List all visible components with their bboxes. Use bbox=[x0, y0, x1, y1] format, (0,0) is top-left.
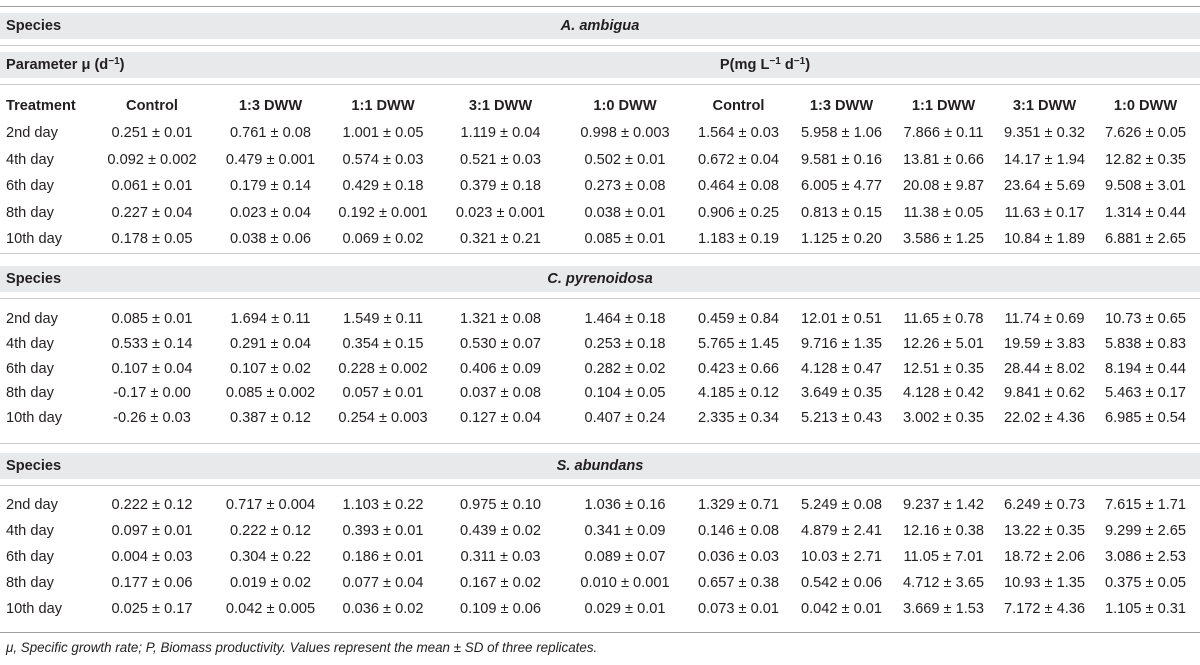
productivity-label: P(mg $L^{-1}$ $d^{-1}$) bbox=[719, 56, 811, 73]
table-cell: 0.574 ± 0.03 bbox=[342, 151, 424, 168]
column-header: 1:1 DWW bbox=[351, 98, 415, 114]
table-row bbox=[0, 570, 1200, 596]
table-cell: 0.167 ± 0.02 bbox=[459, 575, 542, 591]
table-cell: 4.128 ± 0.42 bbox=[902, 385, 985, 402]
table-cell: 0.530 ± 0.07 bbox=[459, 335, 542, 352]
parameter-label: Parameter μ $(d^{-1})$ bbox=[6, 56, 125, 73]
table-bottom-rule bbox=[0, 632, 1200, 633]
table-cell: 22.02 ± 4.36 bbox=[1003, 410, 1086, 427]
table-cell: 0.439 ± 0.02 bbox=[459, 523, 542, 539]
table-cell: 0.813 ± 0.15 bbox=[800, 204, 883, 221]
column-header: 1:3 DWW bbox=[809, 98, 874, 114]
section-rule bbox=[0, 443, 1200, 444]
table-cell: 0.227 ± 0.04 bbox=[111, 204, 193, 221]
table-cell: 0.341 ± 0.09 bbox=[584, 523, 666, 539]
table-cell: 0.379 ± 0.18 bbox=[459, 178, 542, 194]
table-cell: 9.299 ± 2.65 bbox=[1104, 523, 1187, 539]
column-header: Control bbox=[712, 98, 765, 114]
table-cell: 0.004 ± 0.03 bbox=[111, 549, 193, 565]
table-cell: 0.097 ± 0.01 bbox=[111, 523, 193, 539]
row-label: 4th day bbox=[6, 151, 54, 168]
table-cell: 19.59 ± 3.83 bbox=[1003, 335, 1086, 352]
species-label: Species bbox=[6, 18, 62, 34]
table-cell: 11.05 ± 7.01 bbox=[903, 549, 984, 565]
table-cell: 0.038 ± 0.01 bbox=[584, 204, 666, 221]
table-cell: 0.077 ± 0.04 bbox=[342, 575, 424, 591]
species-label: Species bbox=[6, 458, 62, 474]
parameter-header-row bbox=[0, 52, 1200, 78]
row-label: 10th day bbox=[6, 410, 62, 427]
table-cell: 1.183 ± 0.19 bbox=[697, 231, 780, 247]
table-cell: 6.249 ± 0.73 bbox=[1003, 497, 1086, 513]
table-cell: 9.237 ± 1.42 bbox=[902, 497, 985, 513]
table-cell: 0.502 ± 0.01 bbox=[584, 151, 666, 168]
species-header-row bbox=[0, 266, 1200, 292]
table-cell: 0.073 ± 0.01 bbox=[697, 601, 780, 617]
table-cell: 9.716 ± 1.35 bbox=[800, 335, 883, 352]
species-name: A. ambigua bbox=[560, 18, 640, 34]
table-cell: 13.22 ± 0.35 bbox=[1003, 523, 1086, 539]
table-cell: 9.508 ± 3.01 bbox=[1104, 178, 1187, 194]
table-cell: 12.26 ± 5.01 bbox=[902, 335, 985, 352]
table-cell: 0.479 ± 0.001 bbox=[225, 151, 316, 168]
table-cell: 9.351 ± 0.32 bbox=[1003, 125, 1086, 141]
table-cell: 0.057 ± 0.01 bbox=[342, 385, 424, 402]
table-cell: 0.222 ± 0.12 bbox=[111, 497, 193, 513]
table-cell: 0.423 ± 0.66 bbox=[697, 360, 780, 377]
table-cell: 0.429 ± 0.18 bbox=[342, 178, 424, 194]
table-cell: 11.65 ± 0.78 bbox=[903, 311, 984, 327]
table-cell: 0.061 ± 0.01 bbox=[111, 178, 193, 194]
table-cell: 0.036 ± 0.03 bbox=[697, 549, 780, 565]
table-row bbox=[0, 544, 1200, 570]
table-cell: 9.841 ± 0.62 bbox=[1003, 385, 1086, 402]
row-label: 10th day bbox=[6, 601, 62, 617]
table-cell: 1.105 ± 0.31 bbox=[1104, 601, 1187, 617]
table-cell: 3.669 ± 1.53 bbox=[902, 601, 985, 617]
table-cell: 3.086 ± 2.53 bbox=[1104, 549, 1187, 565]
table-cell: 0.521 ± 0.03 bbox=[459, 151, 542, 168]
table-cell: 0.037 ± 0.08 bbox=[459, 385, 542, 402]
table-cell: 11.38 ± 0.05 bbox=[903, 204, 984, 221]
table-row bbox=[0, 200, 1200, 226]
table-top-rule bbox=[0, 6, 1200, 7]
table-cell: 0.975 ± 0.10 bbox=[459, 497, 542, 513]
table-cell: 1.464 ± 0.18 bbox=[584, 311, 666, 327]
table-cell: 8.194 ± 0.44 bbox=[1104, 360, 1187, 377]
table-row bbox=[0, 306, 1200, 332]
table-cell: -0.17 ± 0.00 bbox=[113, 385, 191, 402]
table-cell: 1.321 ± 0.08 bbox=[459, 311, 542, 327]
table-cell: 0.089 ± 0.07 bbox=[584, 549, 666, 565]
table-cell: 0.178 ± 0.05 bbox=[111, 231, 193, 247]
table-cell: -0.26 ± 0.03 bbox=[113, 410, 191, 427]
row-label: 4th day bbox=[6, 523, 54, 539]
table-row bbox=[0, 120, 1200, 146]
table-cell: 0.253 ± 0.18 bbox=[584, 335, 666, 352]
row-label: 6th day bbox=[6, 549, 54, 565]
column-header: 1:1 DWW bbox=[911, 98, 976, 114]
row-label: 8th day bbox=[6, 575, 54, 591]
table-footnote: μ, Specific growth rate; P, Biomass productivity. Values represent the mean ± SD of three replicates. bbox=[6, 640, 598, 655]
header-rule bbox=[0, 84, 1200, 85]
table-cell: 3.002 ± 0.35 bbox=[902, 410, 985, 427]
row-label: 2nd day bbox=[6, 311, 58, 327]
table-cell: 12.51 ± 0.35 bbox=[902, 360, 985, 377]
table-cell: 0.251 ± 0.01 bbox=[111, 125, 193, 141]
species-name: S. abundans bbox=[556, 458, 644, 474]
table-cell: 11.63 ± 0.17 bbox=[1004, 204, 1085, 221]
table-cell: 0.254 ± 0.003 bbox=[338, 410, 428, 427]
table-cell: 7.626 ± 0.05 bbox=[1104, 125, 1187, 141]
table-cell: 5.213 ± 0.43 bbox=[800, 410, 883, 427]
section-rule bbox=[0, 485, 1200, 486]
table-cell: 5.958 ± 1.06 bbox=[800, 125, 883, 141]
table-cell: 1.119 ± 0.04 bbox=[460, 125, 541, 141]
table-row bbox=[0, 405, 1200, 431]
section-rule bbox=[0, 253, 1200, 254]
table-cell: 0.179 ± 0.14 bbox=[229, 178, 312, 194]
table-cell: 0.127 ± 0.04 bbox=[459, 410, 542, 427]
table-cell: 5.838 ± 0.83 bbox=[1104, 335, 1187, 352]
table-cell: 0.036 ± 0.02 bbox=[342, 601, 424, 617]
treatment-header-row bbox=[0, 93, 1200, 119]
table-cell: 0.038 ± 0.06 bbox=[229, 231, 312, 247]
table-cell: 0.672 ± 0.04 bbox=[697, 151, 780, 168]
table-cell: 0.023 ± 0.001 bbox=[455, 204, 546, 221]
table-cell: 18.72 ± 2.06 bbox=[1003, 549, 1086, 565]
table-cell: 10.73 ± 0.65 bbox=[1104, 311, 1187, 327]
table-cell: 20.08 ± 9.87 bbox=[902, 178, 985, 194]
table-cell: 3.649 ± 0.35 bbox=[800, 385, 883, 402]
table-cell: 1.329 ± 0.71 bbox=[697, 497, 780, 513]
table-cell: 0.321 ± 0.21 bbox=[459, 231, 542, 247]
table-cell: 1.549 ± 0.11 bbox=[343, 311, 423, 327]
table-cell: 0.393 ± 0.01 bbox=[342, 523, 424, 539]
table-cell: 13.81 ± 0.66 bbox=[902, 151, 985, 168]
table-cell: 0.407 ± 0.24 bbox=[584, 410, 666, 427]
table-cell: 1.036 ± 0.16 bbox=[584, 497, 666, 513]
table-cell: 0.177 ± 0.06 bbox=[111, 575, 193, 591]
table-cell: 0.282 ± 0.02 bbox=[584, 360, 666, 377]
table-cell: 0.186 ± 0.01 bbox=[342, 549, 424, 565]
table-cell: 5.463 ± 0.17 bbox=[1104, 385, 1187, 402]
column-header: Control bbox=[126, 98, 178, 114]
row-label: 2nd day bbox=[6, 497, 58, 513]
table-cell: 0.085 ± 0.002 bbox=[225, 385, 316, 402]
table-cell: 0.107 ± 0.02 bbox=[229, 360, 312, 377]
table-cell: 23.64 ± 5.69 bbox=[1003, 178, 1086, 194]
table-cell: 10.84 ± 1.89 bbox=[1003, 231, 1086, 247]
table-row bbox=[0, 147, 1200, 173]
table-cell: 7.866 ± 0.11 bbox=[903, 125, 984, 141]
table-cell: 0.657 ± 0.38 bbox=[697, 575, 780, 591]
table-cell: 0.406 ± 0.09 bbox=[459, 360, 542, 377]
table-row bbox=[0, 331, 1200, 357]
table-cell: 0.311 ± 0.03 bbox=[460, 549, 541, 565]
row-label: 6th day bbox=[6, 360, 54, 377]
table-cell: 0.906 ± 0.25 bbox=[697, 204, 780, 221]
table-cell: 0.273 ± 0.08 bbox=[584, 178, 666, 194]
table-cell: 6.005 ± 4.77 bbox=[800, 178, 883, 194]
table-cell: 0.085 ± 0.01 bbox=[584, 231, 666, 247]
table-cell: 0.029 ± 0.01 bbox=[584, 601, 666, 617]
table-cell: 0.761 ± 0.08 bbox=[229, 125, 312, 141]
table-cell: 1.125 ± 0.20 bbox=[800, 231, 883, 247]
column-header: 3:1 DWW bbox=[468, 98, 533, 114]
row-label: 2nd day bbox=[6, 125, 58, 141]
table-row bbox=[0, 356, 1200, 382]
table-row bbox=[0, 518, 1200, 544]
table-cell: 0.228 ± 0.002 bbox=[338, 360, 428, 377]
section-rule bbox=[0, 298, 1200, 299]
table-cell: 10.03 ± 2.71 bbox=[800, 549, 883, 565]
table-cell: 0.025 ± 0.17 bbox=[111, 601, 193, 617]
table-cell: 0.146 ± 0.08 bbox=[697, 523, 780, 539]
table-cell: 0.459 ± 0.84 bbox=[697, 311, 780, 327]
row-label: 6th day bbox=[6, 178, 54, 194]
table-cell: 0.085 ± 0.01 bbox=[111, 311, 193, 327]
table-cell: 10.93 ± 1.35 bbox=[1003, 575, 1086, 591]
row-label: 4th day bbox=[6, 335, 54, 352]
table-cell: 4.879 ± 2.41 bbox=[800, 523, 883, 539]
table-cell: 0.533 ± 0.14 bbox=[111, 335, 193, 352]
table-row bbox=[0, 380, 1200, 406]
table-cell: 0.464 ± 0.08 bbox=[697, 178, 780, 194]
table-cell: 1.103 ± 0.22 bbox=[342, 497, 424, 513]
column-header: 1:0 DWW bbox=[1113, 98, 1178, 114]
table-cell: 0.023 ± 0.04 bbox=[229, 204, 312, 221]
table-cell: 0.192 ± 0.001 bbox=[338, 204, 428, 221]
row-label: 10th day bbox=[6, 231, 62, 247]
table-cell: 6.985 ± 0.54 bbox=[1104, 410, 1187, 427]
table-cell: 1.694 ± 0.11 bbox=[230, 311, 311, 327]
table-cell: 7.615 ± 1.71 bbox=[1104, 497, 1187, 513]
table-cell: 0.717 ± 0.004 bbox=[225, 497, 316, 513]
column-header: 1:3 DWW bbox=[238, 98, 303, 114]
table-cell: 0.042 ± 0.005 bbox=[225, 601, 316, 617]
column-header: Treatment bbox=[6, 98, 76, 114]
table-row bbox=[0, 226, 1200, 252]
row-label: 8th day bbox=[6, 385, 54, 402]
table-cell: 0.104 ± 0.05 bbox=[584, 385, 666, 402]
table-cell: 0.375 ± 0.05 bbox=[1104, 575, 1187, 591]
table-cell: 3.586 ± 1.25 bbox=[902, 231, 985, 247]
column-header: 1:0 DWW bbox=[593, 98, 657, 114]
table-cell: 1.564 ± 0.03 bbox=[697, 125, 780, 141]
table-cell: 2.335 ± 0.34 bbox=[697, 410, 780, 427]
table-cell: 0.222 ± 0.12 bbox=[229, 523, 312, 539]
table-cell: 0.291 ± 0.04 bbox=[229, 335, 312, 352]
table-cell: 1.001 ± 0.05 bbox=[342, 125, 424, 141]
table-cell: 9.581 ± 0.16 bbox=[800, 151, 883, 168]
species-name: C. pyrenoidosa bbox=[547, 271, 653, 287]
table-cell: 4.128 ± 0.47 bbox=[800, 360, 883, 377]
species-header-row bbox=[0, 13, 1200, 39]
header-rule bbox=[0, 45, 1200, 46]
table-cell: 14.17 ± 1.94 bbox=[1003, 151, 1086, 168]
column-header: 3:1 DWW bbox=[1012, 98, 1077, 114]
table-cell: 4.712 ± 3.65 bbox=[902, 575, 985, 591]
table-cell: 28.44 ± 8.02 bbox=[1003, 360, 1086, 377]
table-cell: 4.185 ± 0.12 bbox=[697, 385, 780, 402]
table-cell: 0.998 ± 0.003 bbox=[580, 125, 670, 141]
table-cell: 12.16 ± 0.38 bbox=[902, 523, 985, 539]
species-header-row bbox=[0, 453, 1200, 479]
table-row bbox=[0, 492, 1200, 518]
table-cell: 0.042 ± 0.01 bbox=[800, 601, 883, 617]
table-cell: 7.172 ± 4.36 bbox=[1003, 601, 1086, 617]
table-cell: 1.314 ± 0.44 bbox=[1104, 204, 1187, 221]
table-cell: 5.765 ± 1.45 bbox=[697, 335, 780, 352]
table-row bbox=[0, 173, 1200, 199]
table-row bbox=[0, 596, 1200, 622]
table-cell: 0.069 ± 0.02 bbox=[342, 231, 424, 247]
table-cell: 0.387 ± 0.12 bbox=[229, 410, 312, 427]
table-cell: 6.881 ± 2.65 bbox=[1104, 231, 1187, 247]
table-cell: 0.304 ± 0.22 bbox=[229, 549, 312, 565]
table-cell: 0.542 ± 0.06 bbox=[800, 575, 883, 591]
table-cell: 11.74 ± 0.69 bbox=[1004, 311, 1085, 327]
table-cell: 0.107 ± 0.04 bbox=[111, 360, 193, 377]
table-cell: 5.249 ± 0.08 bbox=[800, 497, 883, 513]
table-cell: 0.092 ± 0.002 bbox=[107, 151, 197, 168]
species-label: Species bbox=[6, 271, 62, 287]
table-cell: 12.82 ± 0.35 bbox=[1104, 151, 1187, 168]
table-cell: 12.01 ± 0.51 bbox=[800, 311, 883, 327]
table-cell: 0.019 ± 0.02 bbox=[229, 575, 312, 591]
table-cell: 0.354 ± 0.15 bbox=[342, 335, 424, 352]
table-cell: 0.010 ± 0.001 bbox=[580, 575, 670, 591]
table-cell: 0.109 ± 0.06 bbox=[459, 601, 542, 617]
row-label: 8th day bbox=[6, 204, 54, 221]
